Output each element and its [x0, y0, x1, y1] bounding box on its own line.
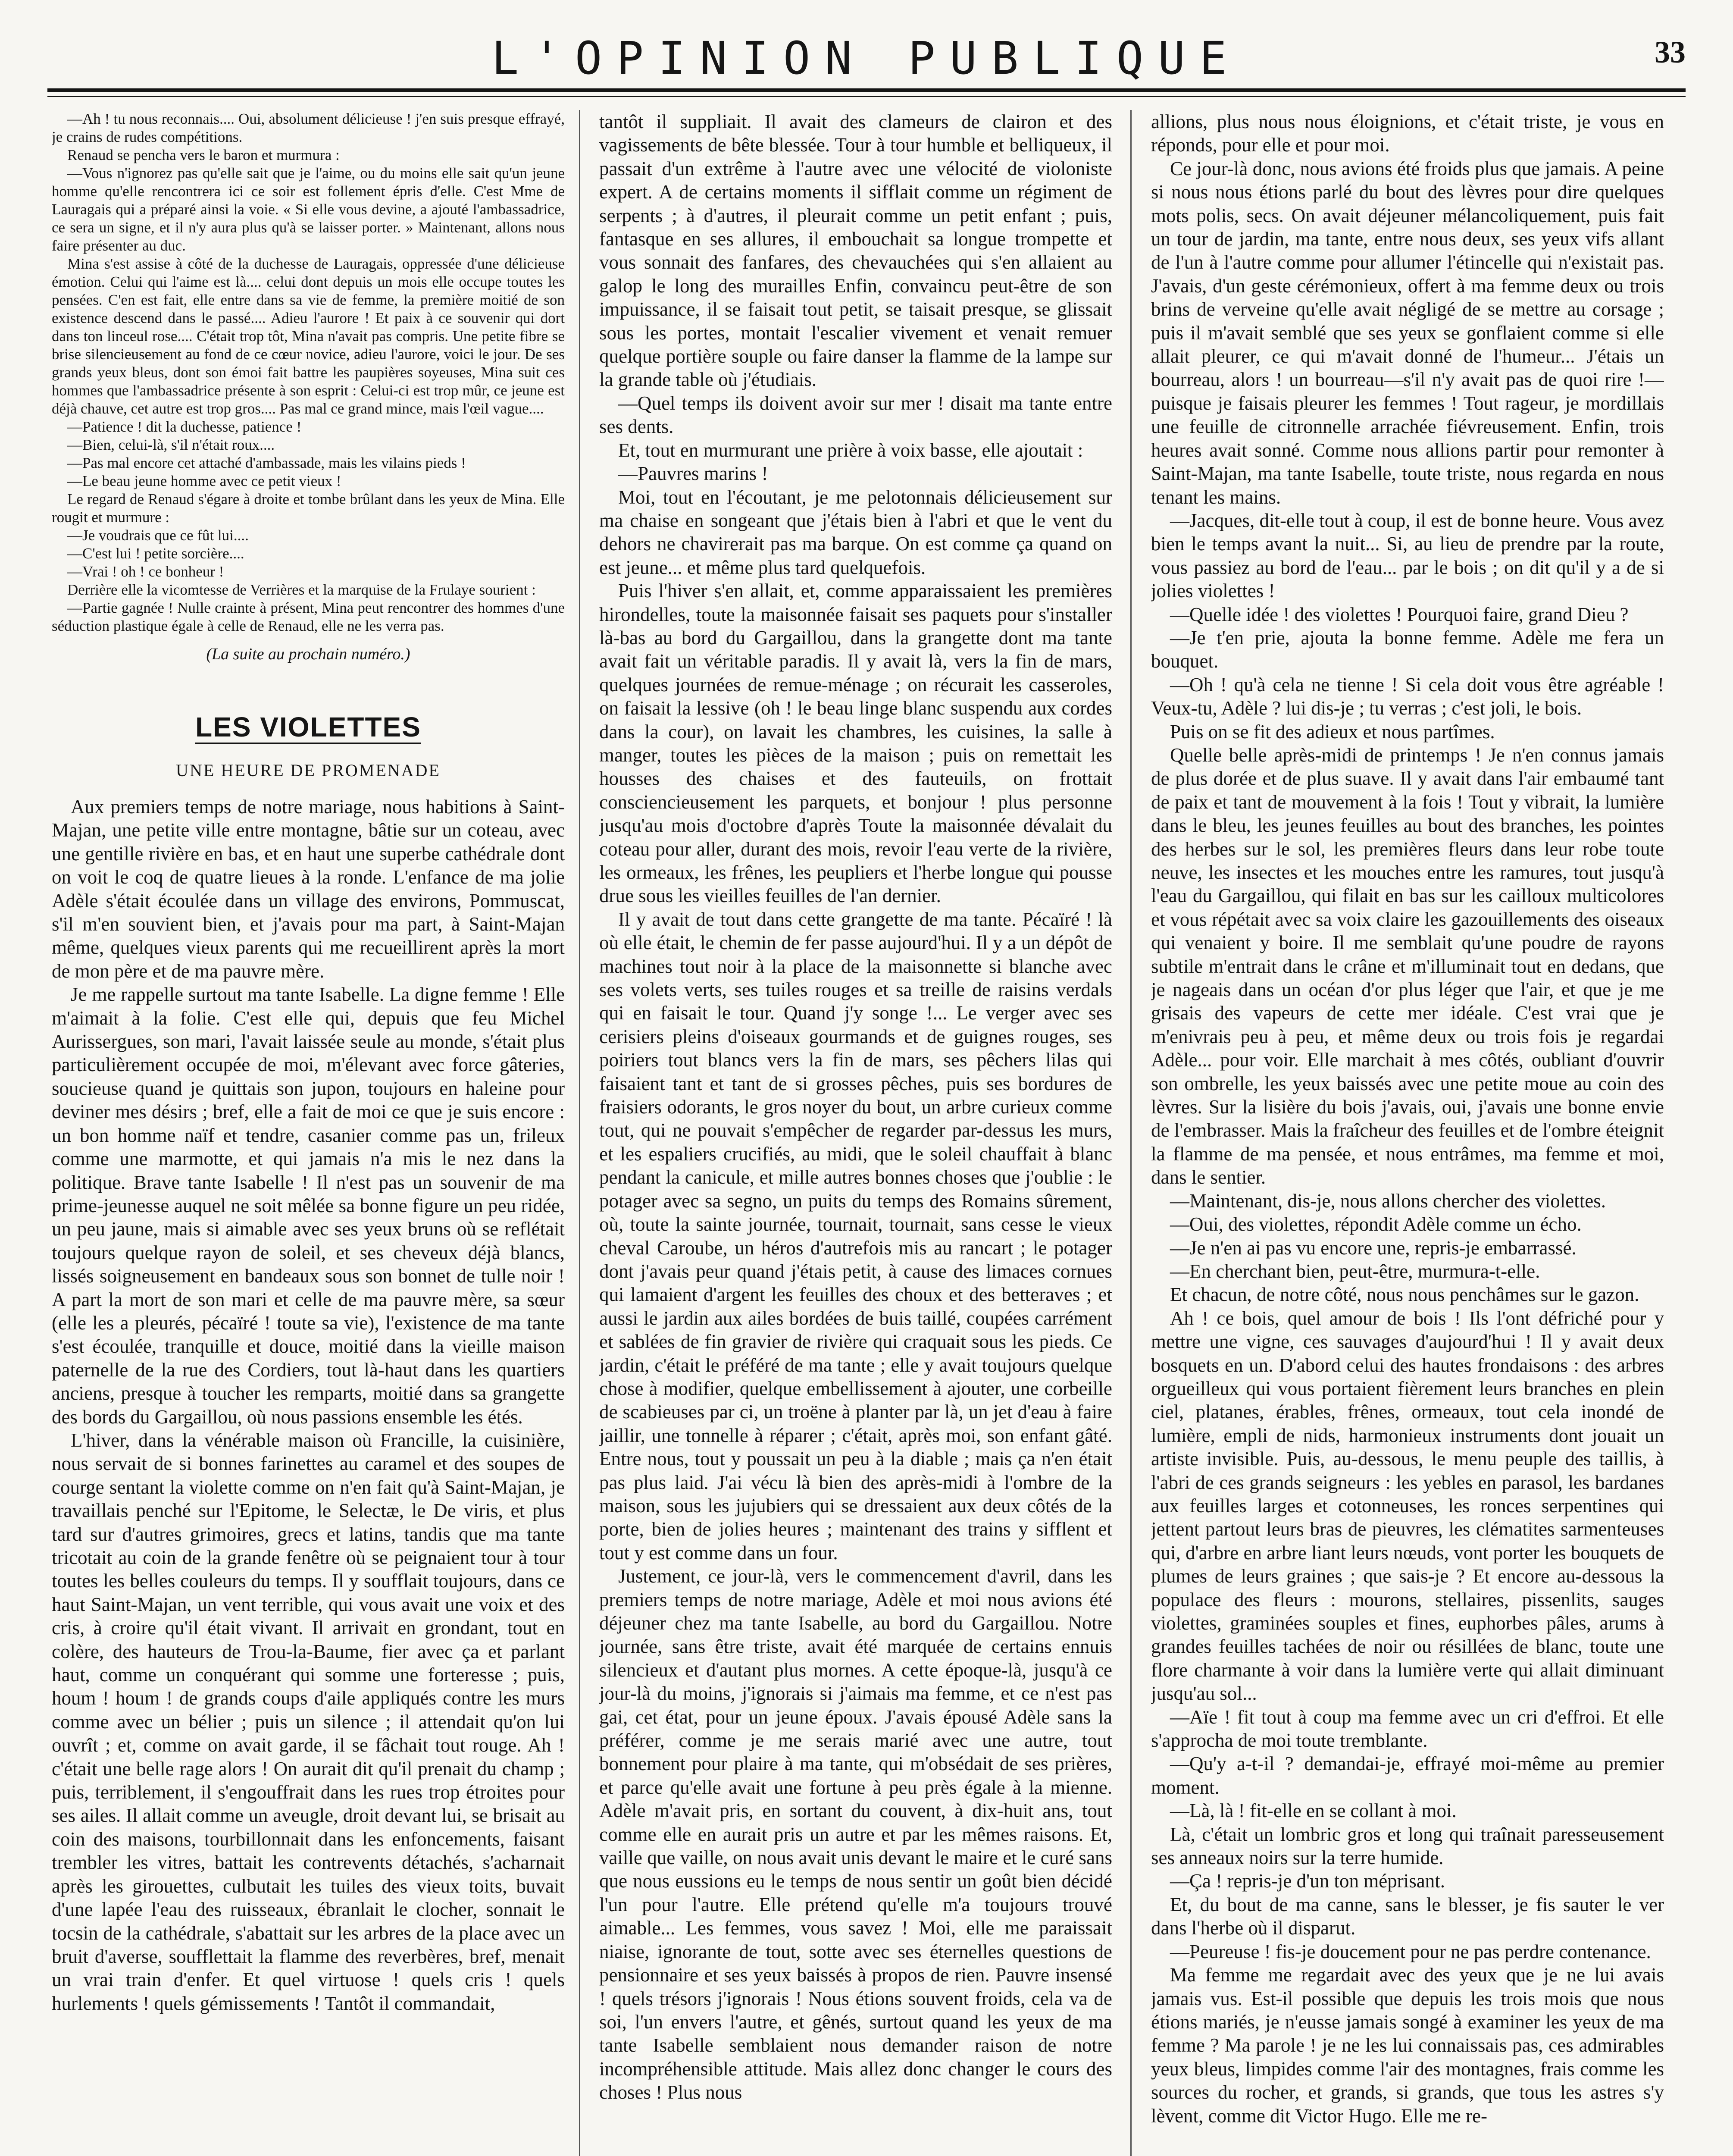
article-title — [52, 711, 565, 743]
masthead-rule-thin — [47, 96, 1686, 97]
masthead-title: L'OPINION PUBLIQUE — [491, 32, 1242, 85]
paragraph: —Je voudrais que ce fût lui.... — [67, 527, 249, 544]
paragraph: —Peureuse ! fis-je doucement pour ne pas perdre contenance. — [1170, 1940, 1651, 1962]
paragraph: —Oh ! qu'à cela ne tienne ! Si cela doit vous être agréable ! Veux-tu, Adèle ? lui dis-je ; tu verras ; c'est joli, le bois. — [1151, 674, 1664, 719]
paragraph: allions, plus nous nous éloignions, et c'était triste, je vous en réponds, pour elle et pour moi. — [1151, 111, 1664, 156]
paragraph: —Ah ! tu nous reconnais.... Oui, absolument délicieuse ! j'en suis presque effrayé, je crains de rudes compétitions. — [52, 110, 565, 145]
masthead — [47, 30, 1686, 86]
paragraph: —Là, là ! fit-elle en se collant à moi. — [1170, 1800, 1457, 1822]
paragraph: —Vous n'ignorez pas qu'elle sait que je l'aime, ou du moins elle sait qu'un jeune homme qu'elle rencontrera ici ce soir est follement épris d'elle. C'est Mme de Lauragais qui a préparé ainsi la voie. « Si elle vous devine, a ajouté l'ambassadrice, ce sera un signe, et il n'y aura plus qu'à se laisser porter. » Maintenant, allons nous faire présenter au duc. — [52, 165, 565, 254]
paragraph: tantôt il suppliait. Il avait des clameurs de clairon et des vagissements de bête blessée. Tour à tour humble et belliqueux, il passait d'un extrême à l'autre avec une vélocité de violoniste expert. A de certains moments il sifflait comme un régiment de serpents ; à d'autres, il pleurait comme un petit enfant ; puis, fantasque en ses allures, il embouchait sa longue trompette et vous sonnait des fanfares, des chevauchées qui s'en allaient au galop le long des murailles Enfin, convaincu peut-être de son impuissance, il se faisait tout petit, se taisait presque, se glissait sous les portes, montait l'escalier vivement et venait remuer quelque portière souple ou faire danser la flamme de la lampe sur la grande table où j'étudiais. — [599, 111, 1112, 391]
paragraph: Derrière elle la vicomtesse de Verrières et la marquise de la Frulaye sourient : — [67, 581, 536, 598]
paragraph: —Pas mal encore cet attaché d'ambassade, mais les vilains pieds ! — [67, 454, 466, 471]
paragraph: —Le beau jeune homme avec ce petit vieux ! — [67, 473, 341, 489]
paragraph: Et, du bout de ma canne, sans le blesser, je fis sauter le ver dans l'herbe où il disparut. — [1151, 1893, 1664, 1939]
paragraph: Quelle belle après-midi de printemps ! Je n'en connus jamais de plus dorée et de plus suave. Il y avait dans l'air embaumé tant de paix et tant de mouvement à la fois ! Tout y vibrait, la lumière dans le bleu, les jeunes feuilles au bout des branches, les pointes des herbes sur le sol, les premières fleurs dans leur robe toute neuve, les insectes et les mouches entre les ramures, tout jusqu'à l'eau du Gargaillou, qui filait en bas sur les cailloux multicolores et vous répétait avec sa voix claire les gazouillements des oiseaux qui venaient y boire. Il me semblait qu'une poudre de rayons subtile m'entrait dans le crâne et m'illuminait tout en dedans, que je nageais dans un océan d'or plus léger que l'air, et que je me grisais des vapeurs de cette mer idéale. C'est vrai que je m'enivrais peu à peu, et même deux ou trois fois je regardai Adèle... pour voir. Elle marchait à mes côtés, oubliant d'ouvrir son ombrelle, les yeux baissés avec une petite moue au coin des lèvres. Sur la lisière du bois j'avais, oui, j'avais une bonne envie de l'embrasser. Mais la fraîcheur des feuilles et de l'ombre éteignit la flamme de ma pensée, et nous entrâmes, ma femme et moi, dans le sentier. — [1151, 744, 1664, 1188]
paragraph: —Je t'en prie, ajouta la bonne femme. Adèle me fera un bouquet. — [1151, 627, 1664, 672]
paragraph: —Bien, celui-là, s'il n'était roux.... — [67, 436, 275, 453]
paragraph: Il y avait de tout dans cette grangette de ma tante. Pécaïré ! là où elle était, le chemin de fer passe aujourd'hui. Il y a un dépôt de machines tout noir à la place de la maisonnette si blanche avec ses volets verts, ses tuiles rouges et sa treille de raisins verdals qui en faisait le tour. Quand j'y songe !... Le verger avec ses cerisiers pleins d'oiseaux gourmands et de guignes rouges, ses poiriers tout blancs vers la fin de mars, ses pêchers lilas qui faisaient tant et tant de si grosses pêches, puis ses bordures de fraisiers odorants, le gros noyer du bout, un arbre curieux comme tout, qui ne pouvait s'empêcher de regarder par-dessus les murs, et les espaliers crucifiés, au midi, que le soleil chauffait à blanc pendant la canicule, et mille autres bonnes choses que j'oublie : le potager avec sa segno, un puits du temps des Romains sûrement, où, toute la sainte journée, tournait, tournait, sans cesse le vieux cheval Caroube, un héros d'autrefois mis au rancart ; le potager dont j'avais peur quand j'étais petit, à cause des limaces cornues qui lamaient d'argent les feuilles des choux et des betteraves ; et aussi le jardin aux ailes bordées de buis taillé, coupées carrément et sablées de fin gravier de rivière qui craquait sous les pieds. Ce jardin, c'était le préféré de ma tante ; elle y avait toujours quelque chose à modifier, quelque embellissement à ajouter, une corbeille de scabieuses par ci, un troëne à planter par là, un jet d'eau à faire jaillir, une tonnelle à réparer ; c'était, après moi, son enfant gâté. Entre nous, tout y poussait un peu à la diable ; mais ça n'en était pas plus laid. J'ai vécu là bien des après-midi à l'ombre de la maison, sous les jujubiers qui se dressaient aux deux côtés de la porte, bien de jolies heures ; maintenant des trains y sifflent et tout y est comme dans un four. — [599, 908, 1112, 1564]
paragraph: —Aïe ! fit tout à coup ma femme avec un cri d'effroi. Et elle s'approcha de moi toute tremblante. — [1151, 1706, 1664, 1752]
paragraph: —Qu'y a-t-il ? demandai-je, effrayé moi-même au premier moment. — [1151, 1753, 1664, 1798]
article-subtitle: UNE HEURE DE PROMENADE — [176, 761, 441, 780]
paragraph: —Pauvres marins ! — [618, 463, 768, 485]
paragraph: —Partie gagnée ! Nulle crainte à présent, Mina peut rencontrer des hommes d'une séduction plastique égale à celle de Renaud, elle ne les verra pas. — [52, 599, 565, 634]
paragraph: Justement, ce jour-là, vers le commencement d'avril, dans les premiers temps de notre mariage, Adèle et moi nous avions été déjeuner chez ma tante Isabelle, au bord du Gargaillou. Notre journée, sans être triste, avait été marquée de certains ennuis silencieux et d'autant plus mornes. A cette époque-là, jusqu'à ce jour-là du moins, j'ignorais si j'aimais ma femme, et ce n'est pas gai, cet état, pour un jeune époux. J'avais épousé Adèle sans la préférer, comme je me serais marié avec une autre, tout bonnement pour plaire à ma tante, qui m'obsédait de ses prières, et parce qu'elle avait une fortune à peu près égale à la mienne. Adèle m'avait pris, en sortant du couvent, à dix-huit ans, tout comme elle en aurait pris un autre et par les mêmes raisons. Et, vaille que vaille, on nous avait unis devant le maire et le curé sans que nous eussions eu le temps de nous sentir un goût bien décidé l'un pour l'autre. Elle prétend qu'elle m'a toujours trouvé aimable... Les femmes, vous savez ! Moi, elle me paraissait niaise, ignorante de tout, sotte avec ses éternelles questions de pensionnaire et ses yeux baissés à propos de rien. Pauvre insensé ! quels trésors j'ignorais ! Nous étions souvent froids, cela va de soi, l'un envers l'autre, et gênés, surtout quand les yeux de ma tante Isabelle semblaient nous demander raison de notre incompréhensible attitude. Mais allez donc changer le cours des choses ! Plus nous — [599, 1565, 1112, 2103]
paragraph: —Maintenant, dis-je, nous allons chercher des violettes. — [1170, 1190, 1606, 1212]
paragraph: Et chacun, de notre côté, nous nous penchâmes sur le gazon. — [1170, 1284, 1639, 1306]
paragraph: —Patience ! dit la duchesse, patience ! — [67, 418, 302, 435]
column-2 — [599, 110, 1112, 2156]
paragraph: Là, c'était un lombric gros et long qui traînait paresseusement ses anneaux noirs sur la terre humide. — [1151, 1823, 1664, 1869]
paragraph: —Quel temps ils doivent avoir sur mer ! disait ma tante entre ses dents. — [599, 392, 1112, 438]
paragraph: —En cherchant bien, peut-être, murmura-t-elle. — [1170, 1260, 1540, 1282]
paragraph: Le regard de Renaud s'égare à droite et tombe brûlant dans les yeux de Mina. Elle rougit et murmure : — [52, 491, 565, 526]
paragraph: —Je n'en ai pas vu encore une, repris-je embarrassé. — [1170, 1237, 1577, 1259]
paragraph: Je me rappelle surtout ma tante Isabelle. La digne femme ! Elle m'aimait à la folie. C'est elle qui, depuis que feu Michel Aurissergues, son mari, l'avait laissée seule au monde, s'était plus particulièrement occupée de moi, m'élevant avec force gâteries, soucieuse quand je quittais son jupon, toujours en haleine pour deviner mes désirs ; bref, elle a fait de moi ce que je suis encore : un bon homme naïf et tendre, casanier comme pas un, frileux comme une marmotte, et qui jamais n'a mis le nez dans la politique. Brave tante Isabelle ! Il n'est pas un souvenir de ma prime-jeunesse auquel ne soit mêlée sa bonne figure un peu ridée, un peu jaune, mais si aimable avec ses yeux bruns où se reflétait toujours quelque rayon de soleil, et ses cheveux déjà blancs, lissés soigneusement en bandeaux sous son bonnet de tulle noir ! A part la mort de son mari et celle de ma pauvre mère, sa sœur (elle les a pleurés, pécaïré ! toute sa vie), l'existence de ma tante s'est écoulée, tranquille et douce, moitié dans la vieille maison paternelle de la rue des Cordiers, tout là-haut dans les quartiers anciens, presque à toucher les remparts, moitié dans sa grangette des bords du Gargaillou, où nous passions ensemble les étés. — [52, 984, 565, 1428]
paragraph: Ce jour-là donc, nous avions été froids plus que jamais. A peine si nous nous étions parlé du bout des lèvres pour dire quelques mots polis, secs. On avait déjeuner mélancoliquement, puis fait un tour de jardin, ma tante, entre nous deux, ses yeux vifs allant de l'un à l'autre comme pour allumer l'étincelle qui n'existait pas. J'avais, d'un geste cérémonieux, offert à ma femme deux ou trois brins de verveine qu'elle avait négligé de se mettre au corsage ; puis il m'avait semblé que ses yeux se gonflaient comme si elle allait pleurer, ce qui m'avait donné de l'humeur... J'étais un bourreau, alors ! un bourreau—s'il n'y avait pas de quoi rire !—puisque je faisais pleurer les femmes ! Tout rageur, je mordillais une feuille de citronnelle arrachée fiévreusement. Enfin, trois heures avait sonné. Comme nous allions partir pour remonter à Saint-Majan, ma tante Isabelle, toute triste, nous regarda en nous tenant les mains. — [1151, 157, 1664, 508]
paragraph: Ah ! ce bois, quel amour de bois ! Ils l'ont défriché pour y mettre une vigne, ces sauvages d'aujourd'hui ! Il y avait deux bosquets en un. D'abord celui des hautes frondaisons : des arbres orgueilleux qui vous portaient fièrement leurs branches en plein ciel, platanes, érables, frênes, ormeaux, tout cela inondé de lumière, empli de nids, harmonieux instruments dont jouait un artiste invisible. Puis, au-dessous, le menu peuple des taillis, à l'abri de ces grands seigneurs : les yebles en parasol, les bardanes aux feuilles larges et cotonneuses, les ronces serpentines qui jettent partout leurs bras de pieuvres, les clématites sarmenteuses qui, d'arbre en arbre liant leurs nœuds, vont porter les bouquets de plumes de leurs graines ; que sais-je ? Et encore au-dessous la populace des fleurs : mourons, stellaires, pissenlits, sauges violettes, graminées souples et fines, euphorbes pâles, arums à grandes feuilles tachées de noir ou résillées de blanc, toute une flore charmante à voir dans la lumière verte qui allait diminuant jusqu'au sol... — [1151, 1307, 1664, 1705]
paragraph: Mina s'est assise à côté de la duchesse de Lauragais, oppressée d'une délicieuse émotion. Celui qui l'aime est là.... celui dont depuis un mois elle occupe toutes les pensées. C'en est fait, elle entre dans sa vie de femme, la première moitié de son existence descend dans le passé.... Adieu l'aurore ! Et paix à ce souvenir qui dort dans ton linceul rose.... C'était trop tôt, Mina n'avait pas compris. Une petite fibre se brise silencieusement au fond de ce cœur novice, adieu l'aurore, voici le jour. De ses grands yeux bleus, dont son émoi fait battre les paupières soyeuses, Mina suit ces hommes que l'ambassadrice présente à son esprit : Celui-ci est trop mûr, ce jeune est déjà chauve, cet autre est trop gros.... Pas mal ce grand mince, mais l'œil vague.... — [52, 255, 565, 417]
paragraph: —Vrai ! oh ! ce bonheur ! — [67, 563, 224, 580]
paragraph: —Oui, des violettes, répondit Adèle comme un écho. — [1170, 1213, 1582, 1235]
paragraph: Moi, tout en l'écoutant, je me pelotonnais délicieusement sur ma chaise en songeant que j'étais bien à l'abri et que le vent du dehors ne chavirerait pas ma barque. On est comme ça quand on est jeune... et même plus tard quelquefois. — [599, 486, 1112, 578]
paragraph: Puis l'hiver s'en allait, et, comme apparaissaient les premières hirondelles, toute la maisonnée faisait ses paquets pour s'installer là-bas au bord du Gargaillou, dans la grangette dont ma tante avait fait un véritable paradis. Il y avait là, vers la fin de mars, quelques journées de remue-ménage ; on récurait les casseroles, on faisait la lessive (oh ! le beau linge blanc suspendu aux cordes dans la cour), on lavait les chambres, les cuisines, la salle à manger, toutes les pièces de la maison ; puis on remettait les housses des chaises et des fauteuils, on frottait consciencieusement les parquets, et bonjour ! plus personne jusqu'au mois d'octobre d'après Toute la maisonnée dévalait du coteau pour aller, durant des mois, revoir l'eau verte de la rivière, les ormeaux, les frênes, les peupliers et l'herbe longue qui pousse drue sous les vieilles feuilles de l'an dernier. — [599, 580, 1112, 907]
article-title-text: LES VIOLETTES — [195, 711, 421, 744]
paragraph: Puis on se fit des adieux et nous partîmes. — [1170, 721, 1495, 743]
column-1 — [52, 110, 565, 2156]
column-divider — [1130, 110, 1132, 2156]
paragraph: —Quelle idée ! des violettes ! Pourquoi faire, grand Dieu ? — [1170, 603, 1629, 625]
column-divider — [579, 110, 580, 2156]
paragraph: Ma femme me regardait avec des yeux que je ne lui avais jamais vus. Est-il possible que depuis les trois mois que nous étions mariés, je n'eusse jamais songé à examiner les yeux de ma femme ? Ma parole ! je ne les lui connaissais pas, ces admirables yeux bleus, limpides comme l'air des montagnes, frais comme les sources du rocher, et grands, si grands, que tous les astres s'y lèvent, comme dit Victor Hugo. Elle me re- — [1151, 1964, 1664, 2127]
page-number: 33 — [1655, 35, 1686, 69]
paragraph: —C'est lui ! petite sorcière.... — [67, 545, 244, 562]
column-3 — [1151, 110, 1664, 2156]
paragraph: —Jacques, dit-elle tout à coup, il est de bonne heure. Vous avez bien le temps avant la nuit... Si, au lieu de prendre par la route, vous passiez au bord de l'eau... par le bois ; on dit qu'il y a de si jolies violettes ! — [1151, 509, 1664, 602]
paragraph: Aux premiers temps de notre mariage, nous habitions à Saint-Majan, une petite ville entre montagne, bâtie sur un coteau, avec une gentille rivière en bas, et en haut une superbe cathédrale dont on voit le coq de quatre lieues à la ronde. L'enfance de ma jolie Adèle s'était écoulée dans un village des environs, Pommuscat, s'il m'en souvient bien, et j'avais pour ma part, à Saint-Majan même, quelques vieux parents qui me recueillirent après la mort de mon père et de ma pauvre mère. — [52, 796, 565, 982]
continued-note: (La suite au prochain numéro.) — [206, 645, 410, 663]
paragraph: —Ça ! repris-je d'un ton méprisant. — [1170, 1870, 1445, 1892]
serial-ending — [52, 110, 565, 664]
paragraph: Renaud se pencha vers le baron et murmura : — [67, 147, 340, 163]
article-body-col1 — [52, 795, 565, 2015]
masthead-rule-thick — [47, 88, 1686, 92]
paragraph: L'hiver, dans la vénérable maison où Francille, la cuisinière, nous servait de si bonnes farinettes au caramel et des soupes de courge sentant la violette comme on n'en fait qu'à Saint-Majan, je travaillais penché sur l'Epitome, le Selectæ, le De viris, et plus tard sur d'autres grimoires, grecs et latins, tandis que ma tante tricotait au coin de la grande fenêtre où se peignaient tour à tour toutes les belles couleurs du temps. Il y soufflait toujours, dans ce haut Saint-Majan, un vent terrible, qui vous avait une voix et des cris, à croire qu'il était vivant. Il arrivait en grondant, tout en colère, des hauteurs de Trou-la-Baume, fier avec ça et parlant haut, comme un conquérant qui somme une forteresse ; puis, houm ! houm ! de grands coups d'aile appliqués contre les murs comme avec un bélier ; puis un silence ; il attendait qu'on lui ouvrît ; et, comme on avait garde, il se fâchait tout rouge. Ah ! c'était une belle rage alors ! On aurait dit qu'il prenait du champ ; puis, terriblement, il s'engouffrait dans les rues trop étroites pour ses ailes. Il allait comme un aveugle, droit devant lui, se brisait au coin des maisons, tourbillonnait dans les enfoncements, faisant trembler les vitres, battait les contrevents détachés, s'acharnait après les girouettes, culbutait les tuiles des vieux toits, buvait d'une lapée l'eau des ruisseaux, ébranlait le clocher, sonnait le tocsin de la cathédrale, s'abattait sur les arbres de la place avec un bruit d'averse, soufflettait la flamme des reverbères, bref, menait un vrai train d'enfer. Et quel virtuose ! quels cris ! quels hurlements ! quels gémissements ! Tantôt il commandait, — [52, 1429, 565, 2014]
paragraph: Et, tout en murmurant une prière à voix basse, elle ajoutait : — [618, 439, 1083, 461]
